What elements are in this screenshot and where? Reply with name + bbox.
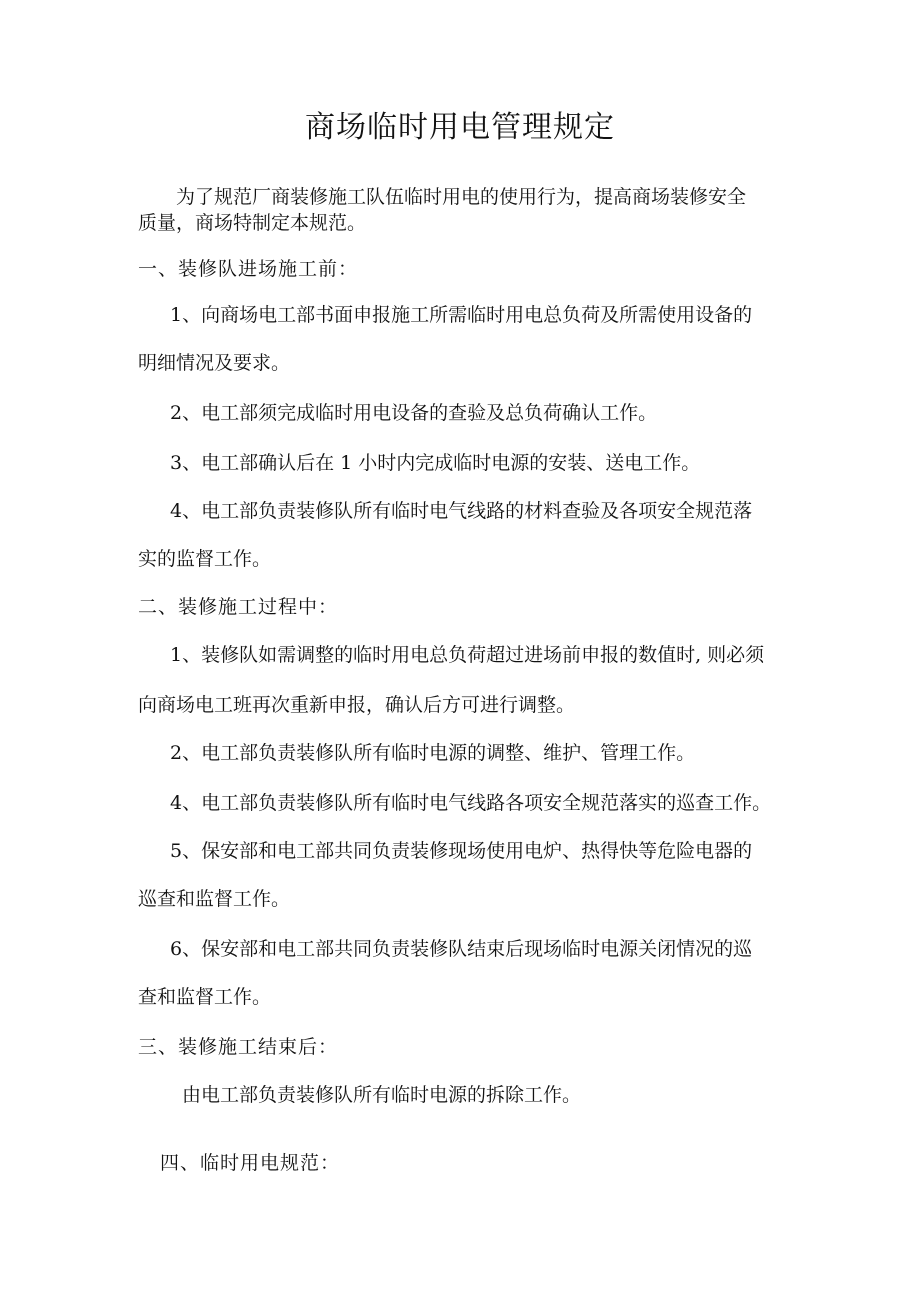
section-2-heading: 二、装修施工过程中： [138, 596, 339, 618]
section-4-heading: 四、临时用电规范： [160, 1152, 341, 1174]
section-1-item-3: 3、电工部确认后在 1 小时内完成临时电源的安装、送电工作。 [170, 452, 701, 474]
section-1-heading: 一、装修队进场施工前： [138, 258, 359, 280]
section-3-heading: 三、装修施工结束后： [138, 1036, 339, 1058]
section-2-item-6-line-2: 查和监督工作。 [138, 986, 272, 1008]
section-1-item-1-line-1: 1、向商场电工部书面申报施工所需临时用电总负荷及所需使用设备的 [170, 304, 753, 326]
section-2-item-2: 2、电工部负责装修队所有临时电源的调整、维护、管理工作。 [170, 742, 696, 764]
section-2-item-5-line-2: 巡查和监督工作。 [138, 888, 291, 910]
section-3-text: 由电工部负责装修队所有临时电源的拆除工作。 [182, 1084, 582, 1106]
section-2-item-1-line-2: 向商场电工班再次重新申报，确认后方可进行调整。 [138, 694, 576, 716]
section-2-item-1-line-1: 1、装修队如需调整的临时用电总负荷超过进场前申报的数值时, 则必须 [170, 644, 765, 666]
intro-line-2: 质量，商场特制定本规范。 [138, 212, 367, 234]
section-1-item-4-line-1: 4、电工部负责装修队所有临时电气线路的材料查验及各项安全规范落 [170, 500, 753, 522]
section-2-item-4: 4、电工部负责装修队所有临时电气线路各项安全规范落实的巡查工作。 [170, 792, 772, 814]
section-1-item-2: 2、电工部须完成临时用电设备的查验及总负荷确认工作。 [170, 402, 658, 424]
document-title: 商场临时用电管理规定 [305, 110, 615, 145]
section-2-item-5-line-1: 5、保安部和电工部共同负责装修现场使用电炉、热得快等危险电器的 [170, 840, 753, 862]
section-1-item-4-line-2: 实的监督工作。 [138, 548, 272, 570]
section-2-item-6-line-1: 6、保安部和电工部共同负责装修队结束后现场临时电源关闭情况的巡 [170, 938, 753, 960]
intro-line-1: 为了规范厂商装修施工队伍临时用电的使用行为，提高商场装修安全 [176, 186, 747, 208]
section-1-item-1-line-2: 明细情况及要求。 [138, 352, 291, 374]
